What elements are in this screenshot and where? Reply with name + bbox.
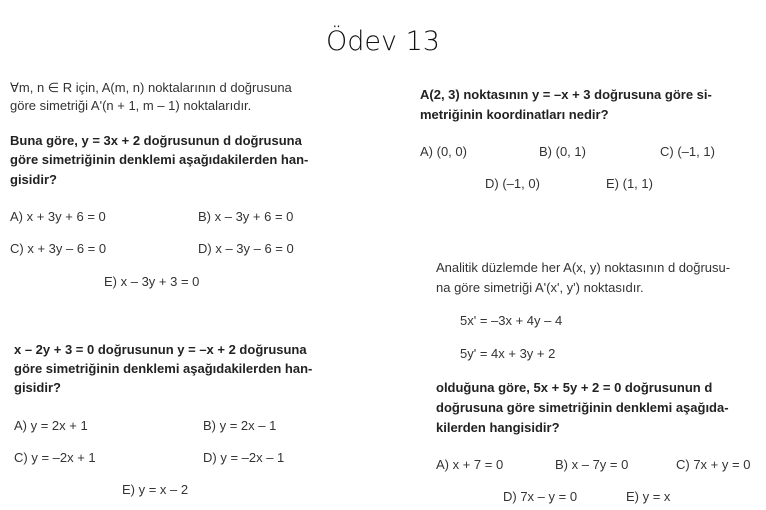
q1-option-b: B) x – 3y + 6 = 0 [198, 209, 294, 224]
q2-option-d: D) y = –2x – 1 [203, 450, 285, 465]
q3-option-c: C) (–1, 1) [660, 144, 715, 159]
q2-option-c: C) y = –2x + 1 [14, 450, 96, 465]
q4-option-e: E) y = x [626, 489, 671, 504]
q1-intro-line-1: ∀m, n ∈ R için, A(m, n) noktalarının d doğrusuna [10, 80, 292, 95]
q4-equation-1: 5x' = –3x + 4y – 4 [460, 313, 563, 328]
q3-question-line-2: metriğinin koordinatları nedir? [420, 107, 609, 122]
q3-option-b: B) (0, 1) [539, 144, 586, 159]
q4-option-b: B) x – 7y = 0 [555, 457, 629, 472]
q1-question-line-2: göre simetriğinin denklemi aşağıdakilerden han- [10, 152, 309, 167]
q2-option-a: A) y = 2x + 1 [14, 418, 88, 433]
q1-option-e: E) x – 3y + 3 = 0 [104, 274, 200, 289]
q2-question-line-3: gisidir? [14, 380, 61, 395]
q2-option-b: B) y = 2x – 1 [203, 418, 277, 433]
q4-question-line-2: doğrusuna göre simetriğinin denklemi aşağıda- [436, 400, 729, 415]
q4-intro-line-2: na göre simetriği A'(x', y') noktasıdır. [436, 280, 644, 295]
q1-intro-line-2: göre simetriği A'(n + 1, m – 1) noktalarıdır. [10, 98, 252, 113]
q4-equation-2: 5y' = 4x + 3y + 2 [460, 346, 556, 361]
q2-question-line-1: x – 2y + 3 = 0 doğrusunun y = –x + 2 doğrusuna [14, 342, 307, 357]
q4-question-line-1: olduğuna göre, 5x + 5y + 2 = 0 doğrusunun d [436, 380, 713, 395]
q2-option-e: E) y = x – 2 [122, 482, 189, 497]
q4-option-d: D) 7x – y = 0 [503, 489, 578, 504]
q3-option-d: D) (–1, 0) [485, 176, 540, 191]
q4-intro-line-1: Analitik düzlemde her A(x, y) noktasının d doğrusu- [436, 260, 731, 275]
q4-option-c: C) 7x + y = 0 [676, 457, 751, 472]
q4-question-line-3: kilerden hangisidir? [436, 420, 560, 435]
q1-option-d: D) x – 3y – 6 = 0 [198, 241, 294, 256]
q3-question-line-1: A(2, 3) noktasının y = –x + 3 doğrusuna göre si- [420, 87, 712, 102]
q4-option-a: A) x + 7 = 0 [436, 457, 504, 472]
q3-option-e: E) (1, 1) [606, 176, 653, 191]
page-title: Ödev 13 [326, 26, 440, 57]
q1-question-line-1: Buna göre, y = 3x + 2 doğrusunun d doğrusuna [10, 133, 302, 148]
q1-question-line-3: gisidir? [10, 172, 57, 187]
q1-option-a: A) x + 3y + 6 = 0 [10, 209, 106, 224]
q3-option-a: A) (0, 0) [420, 144, 467, 159]
q2-question-line-2: göre simetriğinin denklemi aşağıdakilerden han- [14, 361, 313, 376]
q1-option-c: C) x + 3y – 6 = 0 [10, 241, 107, 256]
